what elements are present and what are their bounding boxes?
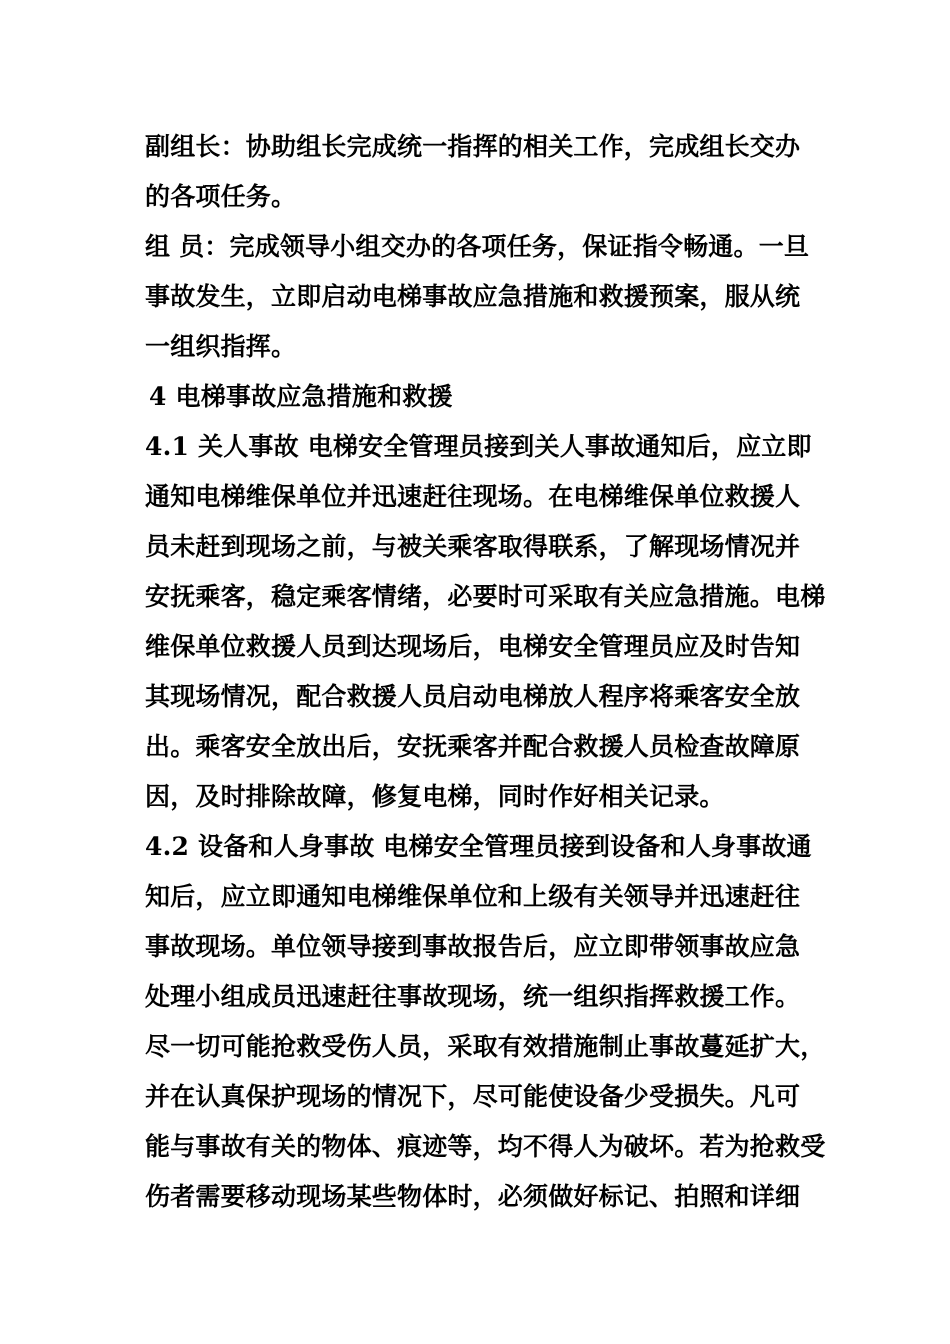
text-line: 出。乘客安全放出后，安抚乘客并配合救援人员检查故障原 [145, 732, 801, 761]
text-line: 事故发生，立即启动电梯事故应急措施和救援预案，服从统 [145, 282, 801, 311]
document-page [145, 122, 825, 1222]
text-line: 通知电梯维保单位并迅速赶往现场。在电梯维保单位救援人 [145, 482, 801, 511]
text-line: 组 员：完成领导小组交办的各项任务，保证指令畅通。一旦 [145, 232, 810, 261]
text-line: 伤者需要移动现场某些物体时，必须做好标记、拍照和详细 [145, 1182, 801, 1211]
text-line: 员未赶到现场之前，与被关乘客取得联系，了解现场情况并 [145, 532, 801, 561]
text-line: 的各项任务。 [145, 182, 297, 211]
text-line: 安抚乘客，稳定乘客情绪，必要时可采取有关应急措施。电梯 [145, 582, 826, 611]
text-line: 一组织指挥。 [145, 332, 297, 361]
text-line: 维保单位救援人员到达现场后，电梯安全管理员应及时告知 [145, 632, 801, 661]
text-line: 并在认真保护现场的情况下，尽可能使设备少受损失。凡可 [145, 1082, 801, 1111]
text-line: 处理小组成员迅速赶往事故现场，统一组织指挥救援工作。 [145, 982, 801, 1011]
text-line: 因，及时排除故障，修复电梯，同时作好相关记录。 [145, 782, 725, 811]
text-line: 尽一切可能抢救受伤人员，采取有效措施制止事故蔓延扩大， [145, 1032, 826, 1061]
text-line: 副组长：协助组长完成统一指挥的相关工作，完成组长交办 [145, 132, 801, 161]
section-heading: 4 电梯事故应急措施和救援 [149, 382, 453, 411]
text-line: 其现场情况，配合救援人员启动电梯放人程序将乘客安全放 [145, 682, 801, 711]
text-line: 事故现场。单位领导接到事故报告后，应立即带领事故应急 [145, 932, 801, 961]
subsection-heading-line: 4.1 关人事故 电梯安全管理员接到关人事故通知后，应立即 [145, 432, 812, 461]
subsection-heading-line: 4.2 设备和人身事故 电梯安全管理员接到设备和人身事故通 [145, 832, 812, 861]
text-line: 知后，应立即通知电梯维保单位和上级有关领导并迅速赶往 [145, 882, 801, 911]
text-line: 能与事故有关的物体、痕迹等，均不得人为破坏。若为抢救受 [145, 1132, 826, 1161]
